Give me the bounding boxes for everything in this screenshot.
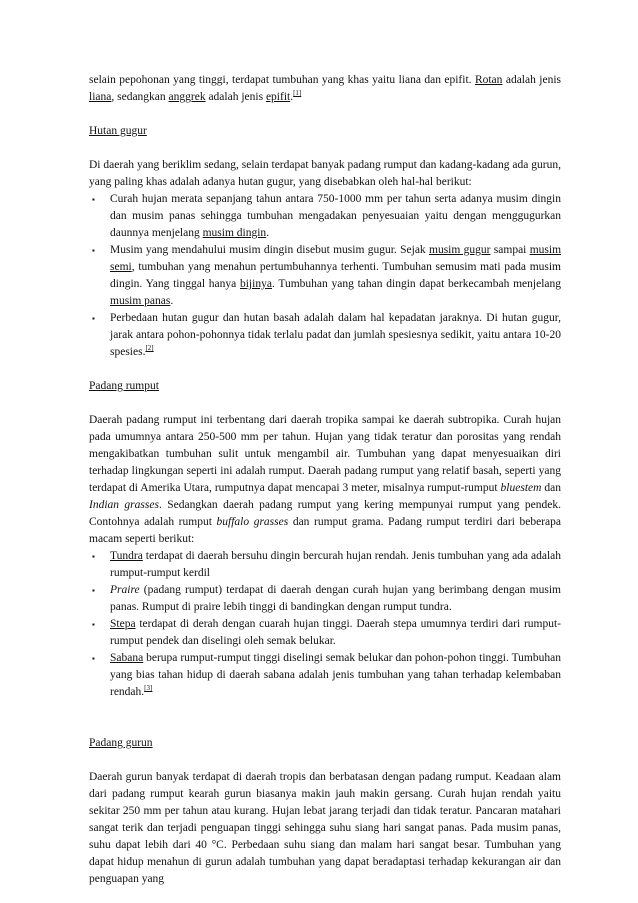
term-praire: Praire xyxy=(110,584,140,596)
item-text: . Tumbuhan yang tahan dingin dapat berkecambah menjelang xyxy=(271,278,561,290)
bullet-icon: ▪ xyxy=(92,586,95,595)
footnote-ref-2[interactable]: [2] xyxy=(145,344,154,353)
footnote-ref-1[interactable]: [1] xyxy=(293,89,302,98)
bullet-icon: ▪ xyxy=(92,654,95,663)
heading-padang-rumput: Padang rumput xyxy=(89,380,159,392)
link-rotan[interactable]: Rotan xyxy=(474,74,503,86)
term-indian-grasses: Indian grasses xyxy=(89,499,159,511)
list-item xyxy=(89,616,561,650)
footnote-ref-3[interactable]: [3] xyxy=(144,684,153,693)
link-bijinya[interactable]: bijinya xyxy=(239,278,272,290)
bullet-icon: ▪ xyxy=(92,246,95,255)
document-page xyxy=(89,72,561,888)
bullet-icon: ▪ xyxy=(92,552,95,561)
item-text: Musim yang mendahului musim dingin disebut musim gugur. Sejak xyxy=(110,244,429,256)
para-text: dan xyxy=(541,482,562,494)
link-musim-panas[interactable]: musim panas xyxy=(110,295,171,307)
link-musim-semi[interactable]: musim semi xyxy=(110,244,562,273)
link-musim-dingin[interactable]: musim dingin xyxy=(202,227,267,239)
intro-text-3: , sedangkan xyxy=(111,91,169,103)
padang-rumput-paragraph xyxy=(89,412,561,548)
para-text: dan rumput grama. Padang rumput terdiri dari beberapa macam seperti berikut: xyxy=(89,516,562,545)
intro-text-2: adalah jenis xyxy=(502,74,561,86)
intro-text-4: adalah jenis xyxy=(205,91,266,103)
heading-padang-gurun: Padang gurun xyxy=(89,737,153,749)
list-item xyxy=(89,191,561,242)
item-text: berupa rumput-rumput tinggi diselingi semak belukar dan pohon-pohon tinggi. Tumbuhan yang bias tahan hidup di daerah sabana adalah jenis tumbuhan yang tahan terhadap kelembaban rendah. xyxy=(110,652,561,698)
intro-text-1: selain pepohonan yang tinggi, terdapat tumbuhan yang khas yaitu liana dan epifit. xyxy=(89,74,475,86)
list-item xyxy=(89,548,561,582)
intro-paragraph xyxy=(89,72,561,106)
item-text: terdapat di derah dengan cuarah hujan tinggi. Daerah stepa umumnya terdiri dari rumput-rumput pendek dan diselingi oleh semak belukar. xyxy=(110,618,561,647)
heading-hutan-gugur: Hutan gugur xyxy=(89,125,147,137)
item-text: sampai xyxy=(490,244,530,256)
intro-text-5: . xyxy=(290,91,294,103)
padang-rumput-list xyxy=(89,548,561,701)
item-text: Curah hujan merata sepanjang tahun antara 750-1000 mm per tahun serta adanya musim dingin dan musim panas sehingga tumbuhan mengadakan penyesuaian yaitu dengan menggugurkan daunnya menjelang xyxy=(110,193,561,239)
item-text: . xyxy=(170,295,174,307)
term-buffalo-grasses: buffalo grasses xyxy=(216,516,289,528)
bullet-icon: ▪ xyxy=(92,195,95,204)
term-bluestem: bluestem xyxy=(500,482,542,494)
item-text: (padang rumput) terdapat di daerah dengan curah hujan yang berimbang dengan musim panas. Rumput di praire lebih tinggi di bandingkan dengan rumput tundra. xyxy=(110,584,561,613)
bullet-icon: ▪ xyxy=(92,620,95,629)
item-text: Perbedaan hutan gugur dan hutan basah adalah dalam hal kepadatan jaraknya. Di hutan gugur, jarak antara pohon-pohonnya tidak terlalu padat dan jumlah spesiesnya sedikit, yaitu antara 10-20 spesies. xyxy=(110,312,561,358)
link-tundra[interactable]: Tundra xyxy=(110,550,143,562)
hutan-gugur-list xyxy=(89,191,561,361)
link-epifit[interactable]: epifit xyxy=(265,91,291,103)
link-anggrek[interactable]: anggrek xyxy=(168,91,206,103)
item-text: . xyxy=(266,227,270,239)
link-sabana[interactable]: Sabana xyxy=(110,652,144,664)
link-liana[interactable]: liana xyxy=(89,91,112,103)
hutan-gugur-paragraph: Di daerah yang beriklim sedang, selain terdapat banyak padang rumput dan kadang-kadang ada gurun, yang paling khas adalah adanya hutan gugur, yang disebabkan oleh hal-hal berikut: xyxy=(89,159,561,188)
para-text: . Sedangkan daerah padang rumput yang kering mempunyai rumput yang pendek. Contohnya adalah rumput xyxy=(89,499,562,528)
item-text: terdapat di daerah bersuhu dingin bercurah hujan rendah. Jenis tumbuhan yang ada adalah rumput-rumput kerdil xyxy=(110,550,561,579)
item-text: , tumbuhan yang menahun pertumbuhannya terhenti. Tumbuhan semusim mati pada musim dingin. Yang tinggal hanya xyxy=(110,261,561,290)
bullet-icon: ▪ xyxy=(92,314,95,323)
link-stepa[interactable]: Stepa xyxy=(110,618,136,630)
link-musim-gugur[interactable]: musim gugur xyxy=(429,244,491,256)
list-item xyxy=(89,310,561,361)
list-item xyxy=(89,650,561,701)
para-text: Daerah padang rumput ini terbentang dari daerah tropika sampai ke daerah subtropika. Curah hujan pada umumnya antara 250-500 mm per tahun. Hujan yang tidak teratur dan porositas yang rendah mengakibatkan tumbuhan sulit untuk mengambil air. Tumbuhan yang dapat menyesuaikan diri terhadap lingkungan seperti ini adalah rumput. Daerah padang rumput yang relatif basah, seperti yang terdapat di Amerika Utara, rumputnya dapat mencapai 3 meter, misalnya rumput-rumput xyxy=(89,414,561,494)
padang-gurun-paragraph: Daerah gurun banyak terdapat di daerah tropis dan berbatasan dengan padang rumput. Keadaan alam dari padang rumput kearah gurun biasanya makin jauh makin gersang. Curah hujan rendah yaitu sekitar 250 mm per tahun atau kurang. Hujan lebat jarang terjadi dan tidak teratur. Pancaran matahari sangat terik dan terjadi penguapan tinggi sehingga suhu siang hari sangat panas. Pada musim panas, suhu dapat lebih dari 40 °C. Perbedaan suhu siang dan malam hari sangat besar. Tumbuhan yang dapat hidup menahun di gurun adalah tumbuhan yang dapat beradaptasi terhadap kekurangan air dan penguapan yang xyxy=(89,771,561,885)
list-item xyxy=(89,582,561,616)
list-item xyxy=(89,242,561,310)
